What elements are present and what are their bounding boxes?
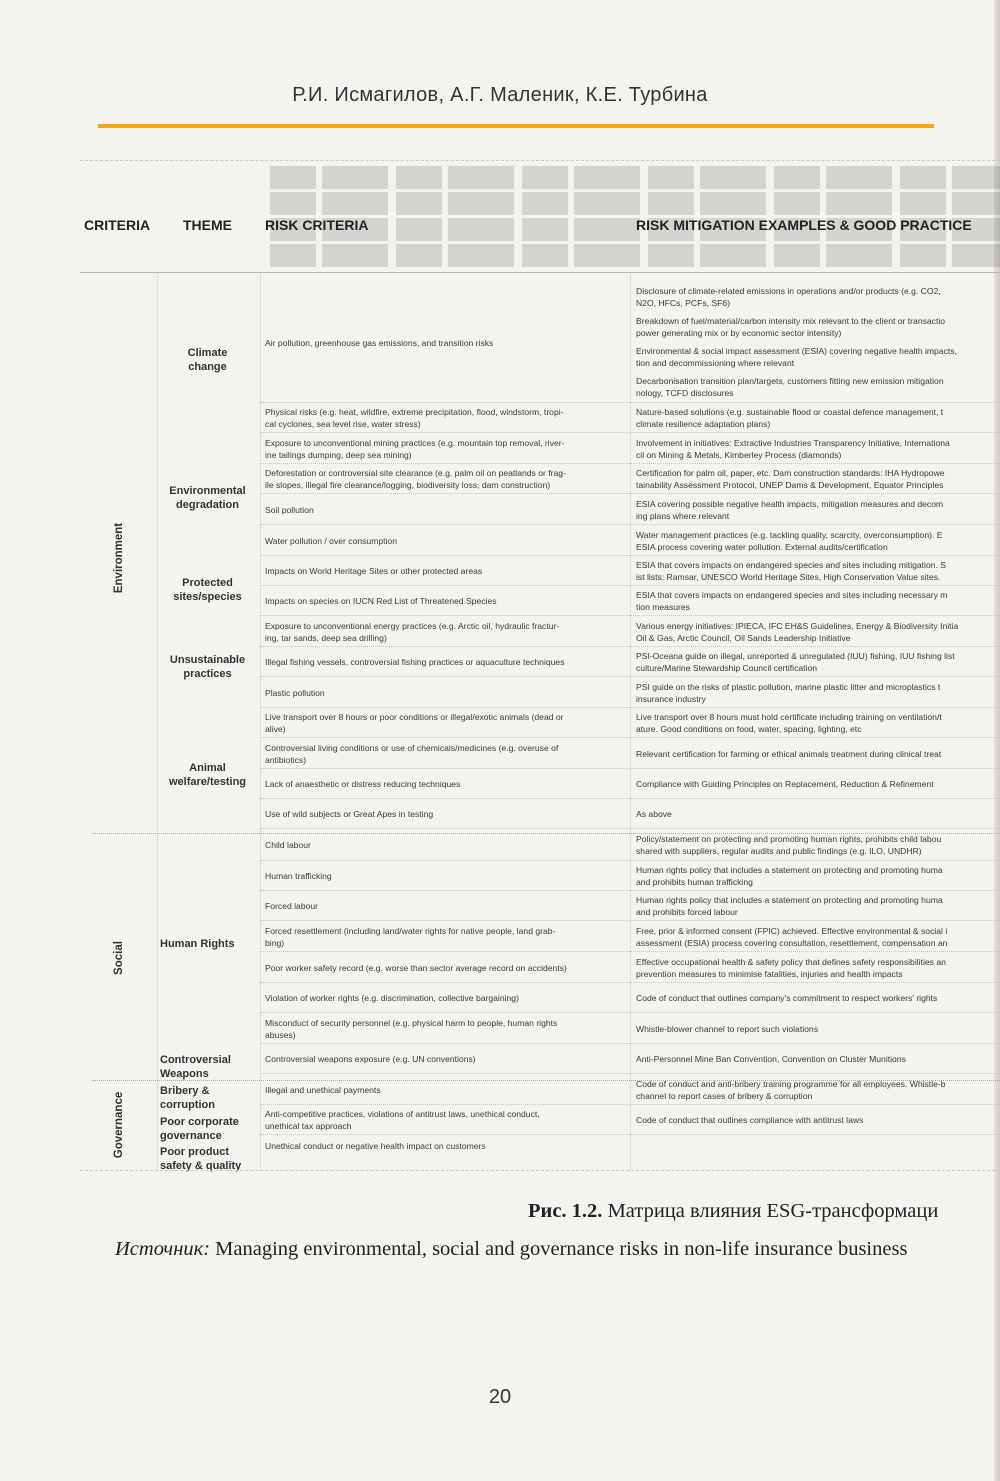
caption-text: Матрица влияния ESG-трансформаци (602, 1200, 939, 1222)
risk-criteria-cell: Misconduct of security personnel (e.g. physical harm to people, human rights abuses) (265, 1017, 558, 1040)
table-row (80, 1105, 1000, 1135)
risk-criteria-cell: Illegal fishing vessels, controversial fishing practices or aquaculture techniques (265, 657, 565, 667)
mitigation-cell (636, 1135, 1000, 1157)
theme-bribery-corruption: Bribery & corruption (160, 1085, 215, 1111)
table-row (80, 708, 1000, 738)
mitigation-cell: Free, prior & informed consent (FPIC) achieved. Effective environmental & social i assessment (ESIA) process covering consultation, resettlement, compensation an (636, 925, 948, 948)
theme-human-rights: Human Rights (160, 938, 235, 950)
table-row (80, 494, 1000, 525)
mitigation-cell: Anti-Personnel Mine Ban Convention, Convention on Cluster Munitions (636, 1054, 906, 1064)
mitigation-cell: Relevant certification for farming or ethical animals treatment during clinical treat (636, 748, 942, 759)
table-row (80, 921, 1000, 952)
risk-criteria-cell: Exposure to unconventional energy practices (e.g. Arctic oil, hydraulic fractur- ing, tar sands, deep sea drilling) (265, 620, 560, 643)
risk-criteria-cell: Forced resettlement (including land/water rights for native people, land grab- bing) (265, 925, 556, 948)
table-row (80, 586, 1000, 616)
mitigation-cell: Whistle-blower channel to report such violations (636, 1023, 818, 1034)
header-rule (98, 124, 934, 128)
mitigation-cell: Live transport over 8 hours must hold certificate including training on ventilation/t ature. Good conditions on food, water, spacing, lighting, etc (636, 712, 942, 734)
mitigation-cell: Water management practices (e.g. tackling quality, scarcity, overconsumption). E ESIA process covering water pollution. External audits/certification (636, 529, 943, 552)
risk-criteria-cell: Use of wild subjects or Great Apes in testing (265, 809, 434, 819)
risk-criteria-cell: Live transport over 8 hours or poor conditions or illegal/exotic animals (dead or alive) (265, 712, 564, 734)
mitigation-cell: Human rights policy that includes a statement on protecting and promoting huma and prohibits forced labour (636, 895, 943, 917)
table-row (80, 952, 1000, 983)
page-number: 20 (488, 1386, 512, 1408)
col-header-risk-criteria: RISK CRITERIA (265, 217, 369, 233)
mitigation-cell: Nature-based solutions (e.g. sustainable flood or coastal defence management, t climate resilience adaptation plans) (636, 407, 944, 429)
table-row (80, 464, 1000, 494)
mitigation-cell: Involvement in initiatives: Extractive Industries Transparency Initiative, Internationa cil on Mining & Metals, Kimberley Process (diamonds) (636, 437, 950, 460)
source-text: Managing environmental, social and governance risks in non-life insurance business (210, 1238, 908, 1260)
risk-criteria-cell: Human trafficking (265, 871, 332, 881)
theme-unsustainable-practices: Unsustainable practices (169, 654, 246, 680)
risk-criteria-cell: Controversial weapons exposure (e.g. UN conventions) (265, 1054, 476, 1064)
theme-climate-change: Climate change (187, 347, 228, 373)
mitigation-cell: As above (636, 809, 672, 819)
risk-criteria-cell: Exposure to unconventional mining practices (e.g. mountain top removal, river- ine tailings dumping, deep sea mining) (265, 437, 565, 460)
table-row (80, 677, 1000, 708)
risk-criteria-cell: Impacts on species on IUCN Red List of Threatened Species (265, 596, 497, 606)
risk-criteria-cell: Physical risks (e.g. heat, wildfire, extreme precipitation, flood, windstorm, tropi- cal cyclones, sea level rise, water stress) (265, 407, 564, 429)
col-header-theme: THEME (183, 217, 232, 233)
mitigation-cell: PSI guide on the risks of plastic pollution, marine plastic litter and microplastics t insurance industry (636, 681, 941, 704)
theme-controversial-weapons: Controversial Weapons (160, 1054, 231, 1080)
risk-criteria-cell: Anti-competitive practices, violations of antitrust laws, unethical conduct, unethical tax approach (265, 1109, 540, 1131)
mitigation-cell: ESIA that covers impacts on endangered species and sites including necessary m tion measures (636, 590, 948, 612)
source-label: Источник: (115, 1238, 211, 1260)
risk-criteria-cell: Impacts on World Heritage Sites or other protected areas (265, 566, 483, 576)
table-row (80, 1013, 1000, 1044)
risk-criteria-cell: Air pollution, greenhouse gas emissions, and transition risks (265, 338, 494, 348)
figure-top-border (80, 160, 1000, 161)
mitigation-cell: Code of conduct and anti-bribery training programme for all employees. Whistle-b channel to report cases of bribery & corruption (636, 1078, 946, 1101)
table-row (80, 983, 1000, 1013)
table-row (80, 647, 1000, 677)
running-header: Р.И. Исмагилов, А.Г. Маленик, К.Е. Турбина (292, 84, 708, 106)
theme-environmental-degradation: Environmental degradation (169, 485, 246, 511)
mitigation-cell: ESIA covering possible negative health impacts, mitigation measures and decom ing plans where relevant (636, 498, 944, 521)
table-row (80, 556, 1000, 586)
risk-criteria-cell: Controversial living conditions or use of chemicals/medicines (e.g. overuse of antibiotics) (265, 742, 559, 765)
risk-criteria-cell: Lack of anaesthetic or distress reducing techniques (265, 779, 461, 789)
figure-source (115, 1238, 907, 1261)
risk-criteria-cell: Soil pollution (265, 504, 314, 515)
table-row (80, 769, 1000, 799)
theme-poor-product-safety: Poor product safety & quality (160, 1146, 242, 1172)
table-row (80, 616, 1000, 647)
col-header-mitigation: RISK MITIGATION EXAMPLES & GOOD PRACTICE (636, 217, 972, 233)
risk-criteria-cell: Deforestation or controversial site clearance (e.g. palm oil on peatlands or frag- ile slopes, illegal fire clearance/logging, biodiversity loss, dam construction) (265, 468, 566, 490)
table-row (80, 891, 1000, 921)
mitigation-cell: Certification for palm oil, paper, etc. Dam construction standards: IHA Hydropowe tainability Assessment Protocol, UNEP Dams & Development, Equator Principles (636, 468, 945, 490)
theme-animal-welfare: Animal welfare/testing (168, 762, 247, 788)
mitigation-cell: Disclosure of climate-related emissions in operations and/or products (e.g. CO2, N2O, HFCs, PCFs, SF6) Breakdown of fuel/material/carbon intensity mix relevant to the client or transactio power generating mix or by economic sector intensity) Environmental & social impact assessment (ESIA) covering negative health impacts, tion and decommissioning where relevant Decarbonisation transition plan/targets, customers fitting new emission mitigation nology, TCFD disclosures (636, 286, 957, 398)
header-divider (80, 272, 1000, 273)
col-header-criteria: CRITERIA (84, 217, 151, 233)
table-row (80, 1044, 1000, 1074)
risk-criteria-cell: Forced labour (265, 901, 319, 911)
risk-criteria-cell: Child labour (265, 840, 311, 850)
risk-criteria-cell: Water pollution / over consumption (265, 535, 397, 546)
risk-criteria-cell: Violation of worker rights (e.g. discrimination, collective bargaining) (265, 993, 519, 1003)
risk-criteria-cell: Unethical conduct or negative health impact on customers (265, 1141, 486, 1151)
mitigation-cell: Effective occupational health & safety policy that defines safety responsibilities an prevention measures to minimise fatalities, injuries and health impacts (636, 956, 946, 979)
esg-matrix-figure: CRITERIA THEME RISK CRITERIA RISK MITIGATION EXAMPLES & GOOD PRACTICE Environment Social Governance Climate change Environmental degradation Protected sites/species Unsustainable practices Animal welfare/testing Human Rights Controversial Weapons Bribery & corruption Poor corporate governance Poor product safety & quality Air pollution, greenhouse gas emissions, and transition risks Disclosure of climate-related emissions in operations and/or products (e.g. CO2, N2O, HFCs, PCFs, SF6) Breakdown of fuel/material/carbon intensity mix relevant to the client or transactio power generating mix or by economic sector intensity) Environmental & social impact assessment (ESIA) covering negative health impacts, tion and decommissioning where relevant Decarbonisation transition plan/targets, customers fitting new emission mitigation nology, TCFD disclosures Physical risks (e.g. heat, wildfire, extreme precipitation, flood, windstorm, tropi- cal cyclones, sea level rise, water stress) Nature-based solutions (e.g. sustainable flood or coastal defence management, t climate resilience adaptation plans) Exposure to unconventional mining practices (e.g. mountain top removal, river- ine tailings dumping, deep sea mining) Involvement in initiatives: Extractive Industries Transparency Initiative, Internationa cil on Mining & Metals, Kimberley Process (diamonds) Deforestation or controversial site clearance (e.g. palm oil on peatlands or frag- ile slopes, illegal fire clearance/logging, biodiversity loss, dam construction) Certification for palm oil, paper, etc. Dam construction standards: IHA Hydropowe tainability Assessment Protocol, UNEP Dams & Development, Equator Principles Soil pollution ESIA covering possible negative health impacts, mitigation measures and decom ing plans where relevant Water pollution / over consumption Water management practices (e.g. tackling quality, scarcity, overconsumption). E ESIA process covering water pollution. External audits/certification Impacts on World Heritage Sites or other protected areas ESIA that covers impacts on endangered species and sites including mitigation. S ist lists: Ramsar, UNESCO World Heritage Sites, High Conservation Value sites. Impacts on species on IUCN Red List of Threatened Species ESIA that covers impacts on endangered species and sites including necessary m tion measures Exposure to unconventional energy practices (e.g. Arctic oil, hydraulic fractur- ing, tar sands, deep sea drilling) Various energy initiatives: IPIECA, IFC EH&S Guidelines, Energy & Biodiversity Initia Oil & Gas, Arctic Council, Oil Sands Leadership Initiative Illegal fishing vessels, controversial fishing practices or aquaculture techniques PSI-Oceana guide on illegal, unreported & unregulated (IUU) fishing, IUU fishing list culture/Marine Stewardship Council certification Plastic pollution PSI guide on the risks of plastic pollution, marine plastic litter and microplastics t insurance industry Live transport over 8 hours or poor conditions or illegal/exotic animals (dead or alive) Live transport over 8 hours must hold certificate including training on ventilation/t ature. Good conditions on food, water, spacing, lighting, etc Controversial living conditions or use of chemicals/medicines (e.g. overuse of antibiotics) Relevant certification for farming or ethical animals treatment during clinical treat Lack of anaesthetic or distress reducing techniques Compliance with Guiding Principles on Replacement, Reduction & Refinement Use of wild subjects or Great Apes in testing As above Child labour Policy/statement on protecting and promoting human rights, prohibits child labou shared with suppliers, regular audits and public findings (e.g. ILO, UNDHR) Human trafficking Human rights policy that includes a statement on protecting and promoting huma and prohibits human trafficking Forced labour Human rights policy that includes a statement on protecting and promoting huma and prohibits forced labour Forced resettlement (including land/water rights for native people, land grab- bing) Free, prior & informed consent (FPIC) achieved. Effective environmental & social i assessment (ESIA) process covering consultation, resettlement, compensation an Poor worker safety record (e.g. worse than sector average record on accidents) Effective occupational health & safety policy that defines safety responsibilities an prevention measures to minimise fatalities, injuries and health impacts Violation of worker rights (e.g. discrimination, collective bargaining) Code of conduct that outlines company's commitment to respect workers' rights Misconduct of security personnel (e.g. physical harm to people, human rights abuses) Whistle-blower channel to report such violations Controversial weapons exposure (e.g. UN conventions) Anti-Personnel Mine Ban Convention, Convention on Cluster Munitions Illegal and unethical payments Code of conduct and anti-bribery training programme for all employees. Whistle-b channel to report cases of bribery & corruption Anti-competitive practices, violations of antitrust laws, unethical conduct, unethical tax approach Code of conduct that outlines compliance with antitrust laws Unethical conduct or negative health impact on customers (80, 160, 1000, 1175)
mitigation-cell: Compliance with Guiding Principles on Replacement, Reduction & Refinement (636, 779, 934, 789)
table-row (80, 525, 1000, 556)
table-row (80, 861, 1000, 891)
risk-criteria-cell: Poor worker safety record (e.g. worse than sector average record on accidents) (265, 962, 567, 973)
table-row (80, 1135, 1000, 1157)
mitigation-cell: Human rights policy that includes a statement on protecting and promoting huma and prohibits human trafficking (636, 865, 943, 887)
mitigation-cell: ESIA that covers impacts on endangered species and sites including mitigation. S ist lists: Ramsar, UNESCO World Heritage Sites, High Conservation Value sites. (636, 560, 947, 582)
table-row (80, 1074, 1000, 1105)
mitigation-cell: Various energy initiatives: IPIECA, IFC EH&S Guidelines, Energy & Biodiversity Initia Oil & Gas, Arctic Council, Oil Sands Leadership Initiative (636, 620, 959, 643)
table-row (80, 829, 1000, 861)
mitigation-cell: Code of conduct that outlines compliance with antitrust laws (636, 1115, 864, 1125)
theme-poor-corporate-governance: Poor corporate governance (160, 1116, 239, 1142)
mitigation-cell: PSI-Oceana guide on illegal, unreported & unregulated (IUU) fishing, IUU fishing list culture/Marine Stewardship Council certification (636, 651, 955, 673)
figure-bottom-border (80, 1170, 1000, 1171)
risk-criteria-cell: Illegal and unethical payments (265, 1084, 381, 1095)
mitigation-cell: Policy/statement on protecting and promoting human rights, prohibits child labou shared with suppliers, regular audits and public findings (e.g. ILO, UNDHR) (636, 834, 942, 856)
theme-protected-sites: Protected sites/species (173, 577, 242, 603)
table-row (80, 283, 1000, 403)
caption-label: Рис. 1.2. (528, 1200, 603, 1222)
table-row (80, 433, 1000, 464)
mitigation-cell: Code of conduct that outlines company's commitment to respect workers' rights (636, 993, 938, 1003)
table-row (80, 799, 1000, 829)
table-row (80, 403, 1000, 433)
risk-criteria-cell: Plastic pollution (265, 687, 325, 698)
table-row (80, 738, 1000, 769)
